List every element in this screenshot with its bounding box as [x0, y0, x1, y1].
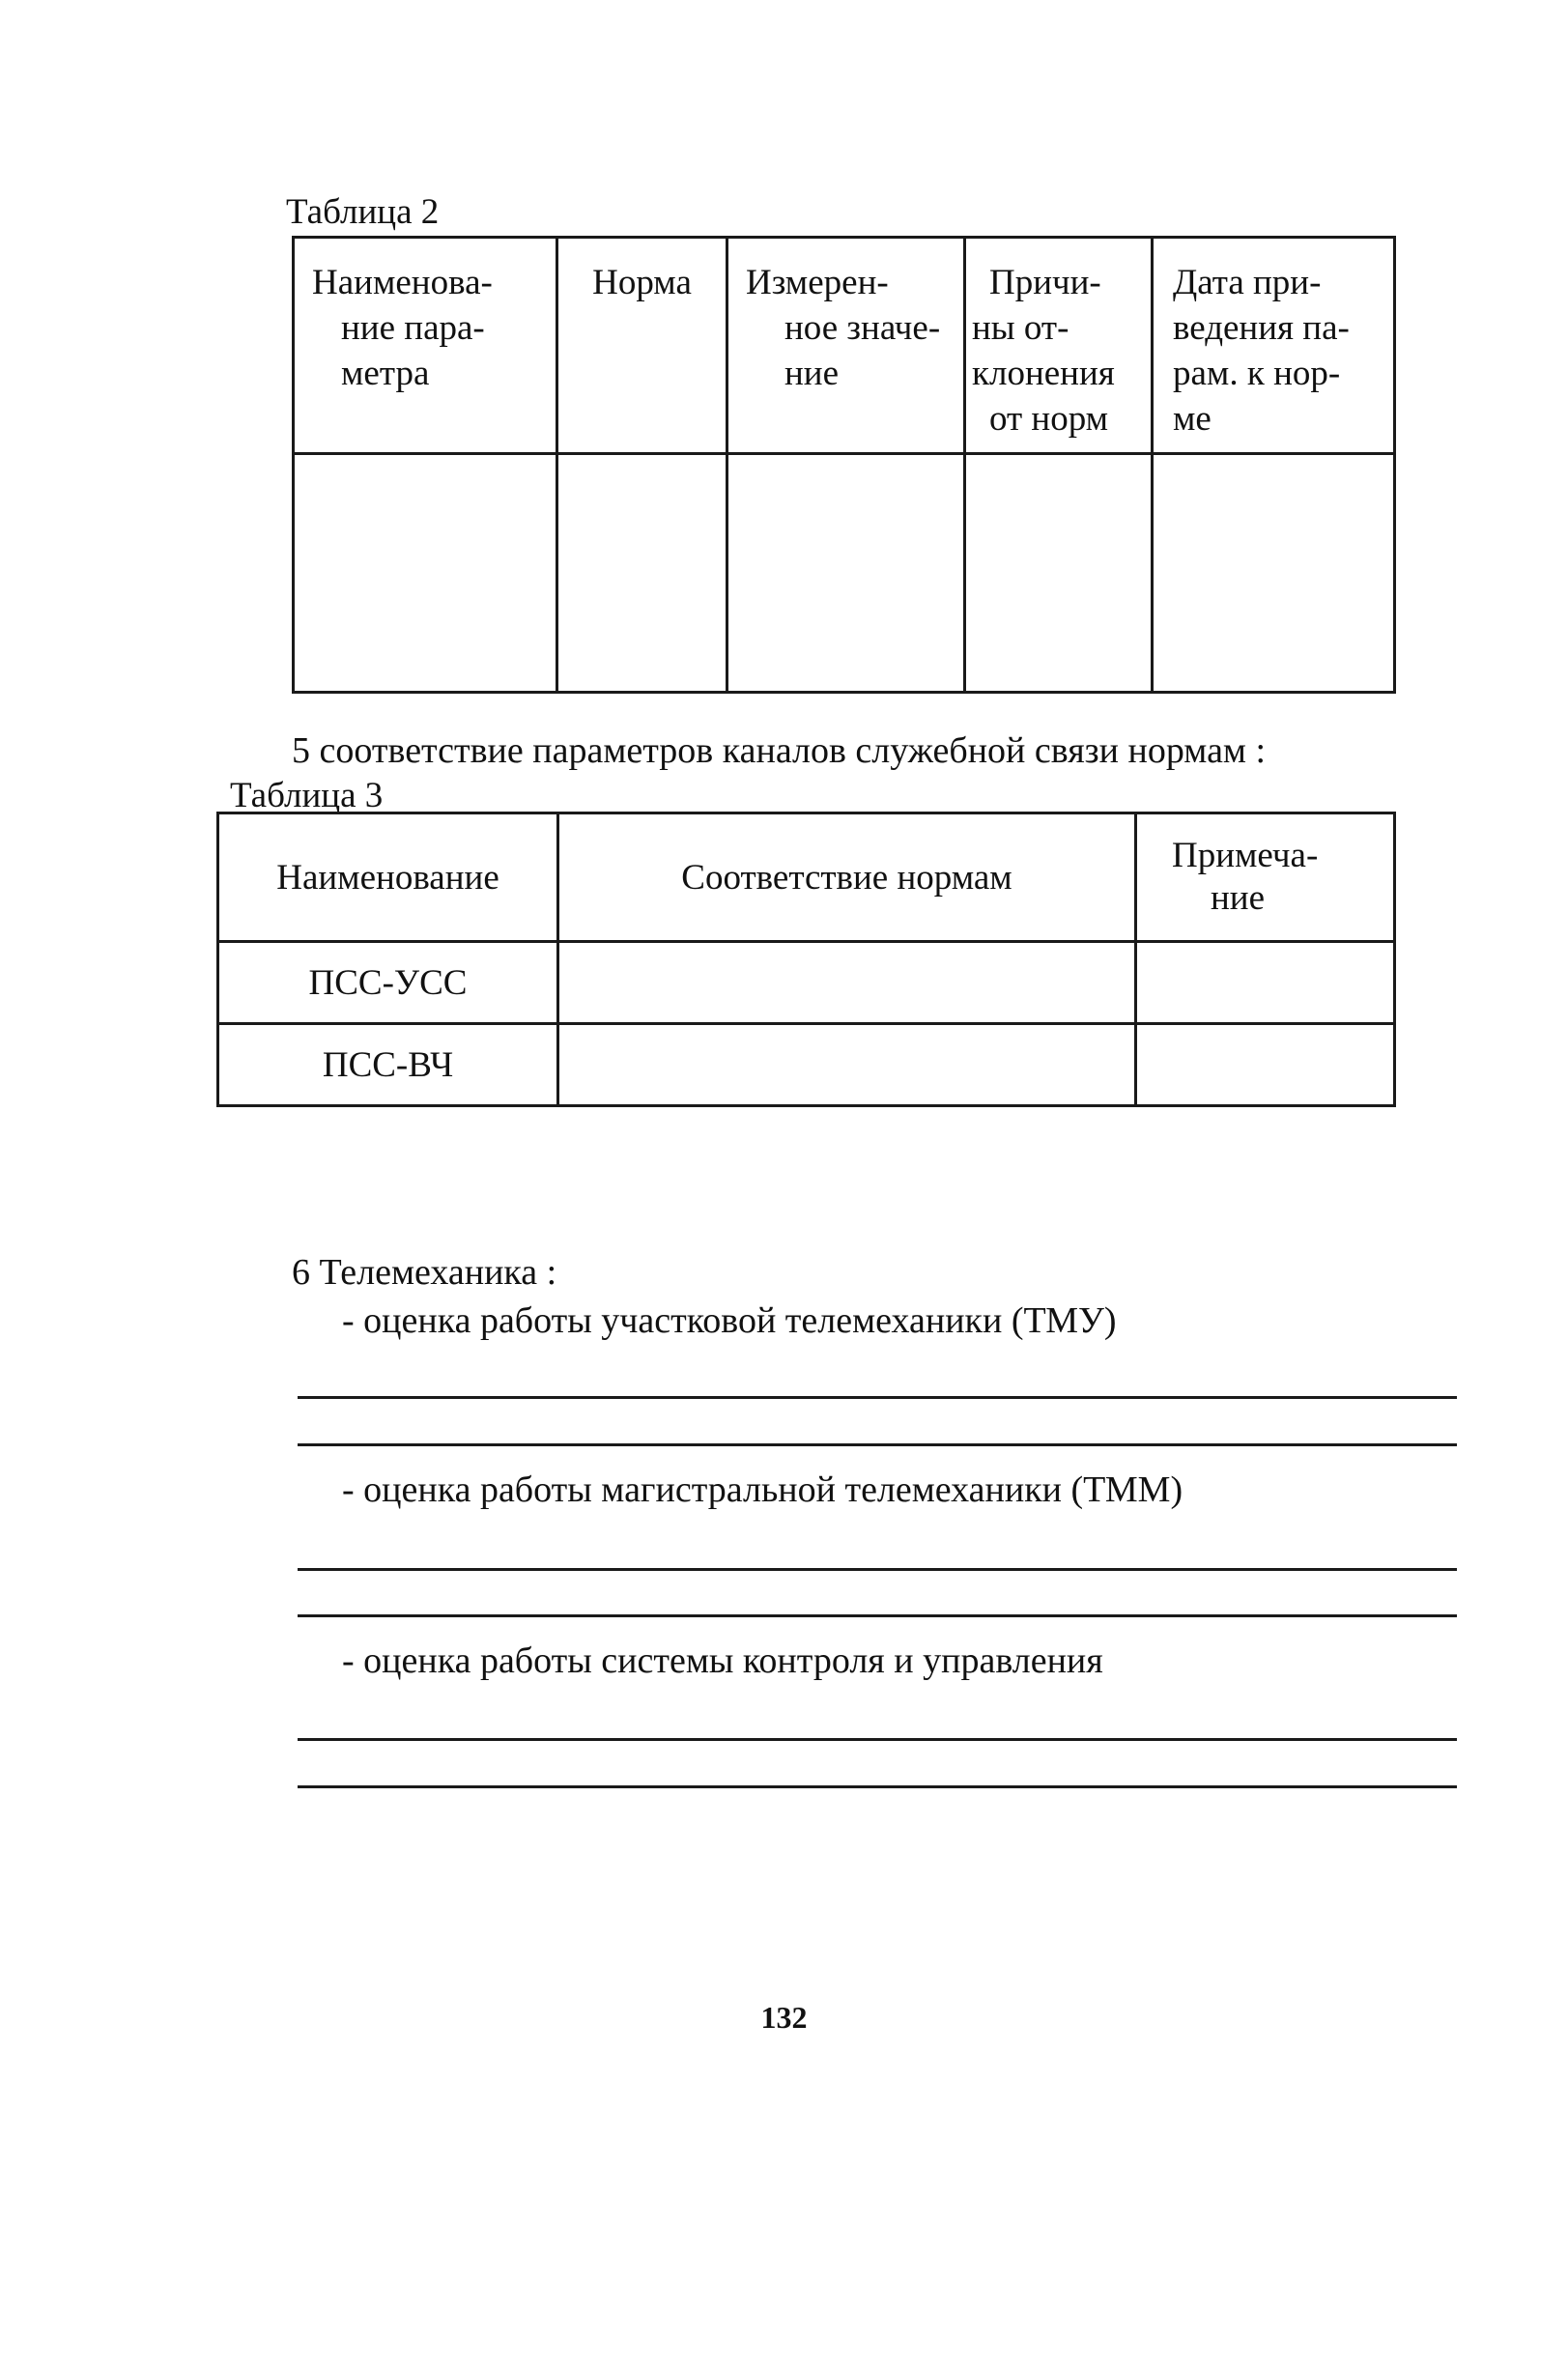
- fill-in-line[interactable]: [298, 1396, 1457, 1399]
- fill-in-line[interactable]: [298, 1443, 1457, 1446]
- table3-cell[interactable]: [1136, 1024, 1395, 1106]
- header-line: Примеча-: [1172, 836, 1319, 875]
- fill-in-line[interactable]: [298, 1568, 1457, 1571]
- header-line: Дата при-: [1173, 263, 1322, 302]
- header-line: Измерен-: [746, 263, 889, 302]
- header-line: Наименова-: [312, 263, 493, 302]
- header-line: клонения: [972, 354, 1115, 393]
- table3-row: [218, 942, 1395, 1024]
- section5-heading: 5 соответствие параметров каналов служебной связи нормам :: [292, 730, 1267, 771]
- section6-item-tmu: - оценка работы участковой телемеханики (ТМУ): [342, 1300, 1117, 1341]
- table2-header-measured: [727, 238, 965, 454]
- table2-cell[interactable]: [557, 454, 727, 693]
- header-line: ное значе-: [784, 308, 941, 348]
- table2: [292, 236, 1396, 694]
- table2-header-name: [294, 238, 557, 454]
- section6-item-tmm: - оценка работы магистральной телемеханики (ТММ): [342, 1469, 1183, 1510]
- table2-header-norm: [557, 238, 727, 454]
- table2-caption: Таблица 2: [286, 192, 440, 232]
- table2-cell[interactable]: [294, 454, 557, 693]
- header-line: ны от-: [972, 308, 1069, 348]
- table2-data-row: [294, 454, 1395, 693]
- header-line: ведения па-: [1173, 308, 1350, 348]
- header-line: рам. к нор-: [1173, 354, 1341, 393]
- fill-in-line[interactable]: [298, 1785, 1457, 1788]
- table3-header-note: [1136, 813, 1395, 942]
- table3-caption: Таблица 3: [230, 776, 384, 815]
- header-line: ние: [1211, 878, 1266, 918]
- fill-in-line[interactable]: [298, 1614, 1457, 1617]
- table2-cell[interactable]: [1153, 454, 1395, 693]
- header-line: Причи-: [989, 263, 1101, 302]
- header-line: ние пара-: [341, 308, 485, 348]
- table3-cell[interactable]: [1136, 942, 1395, 1024]
- page-number: 132: [760, 2000, 808, 2035]
- table3-row: [218, 1024, 1395, 1106]
- header-line: от норм: [989, 399, 1109, 439]
- table3-header-row: [218, 813, 1395, 942]
- section6-item-control: - оценка работы системы контроля и управления: [342, 1640, 1103, 1681]
- header-line: ние: [784, 354, 840, 393]
- table2-header-date: [1153, 238, 1395, 454]
- header-line: ме: [1173, 399, 1212, 439]
- header-line: метра: [341, 354, 430, 393]
- table3-header-compliance: Соответствие нормам: [558, 813, 1136, 942]
- table3-row-name: ПСС-ВЧ: [218, 1024, 558, 1106]
- table3: [216, 812, 1396, 1107]
- table2-cell[interactable]: [965, 454, 1153, 693]
- table2-header-reasons: [965, 238, 1153, 454]
- header-line: Норма: [592, 263, 692, 302]
- table3-cell[interactable]: [558, 1024, 1136, 1106]
- table2-header-row: [294, 238, 1395, 454]
- section6-heading: 6 Телемеханика :: [292, 1252, 557, 1293]
- table3-header-name: Наименование: [218, 813, 558, 942]
- fill-in-line[interactable]: [298, 1738, 1457, 1741]
- table3-row-name: ПСС-УСС: [218, 942, 558, 1024]
- table2-cell[interactable]: [727, 454, 965, 693]
- table3-cell[interactable]: [558, 942, 1136, 1024]
